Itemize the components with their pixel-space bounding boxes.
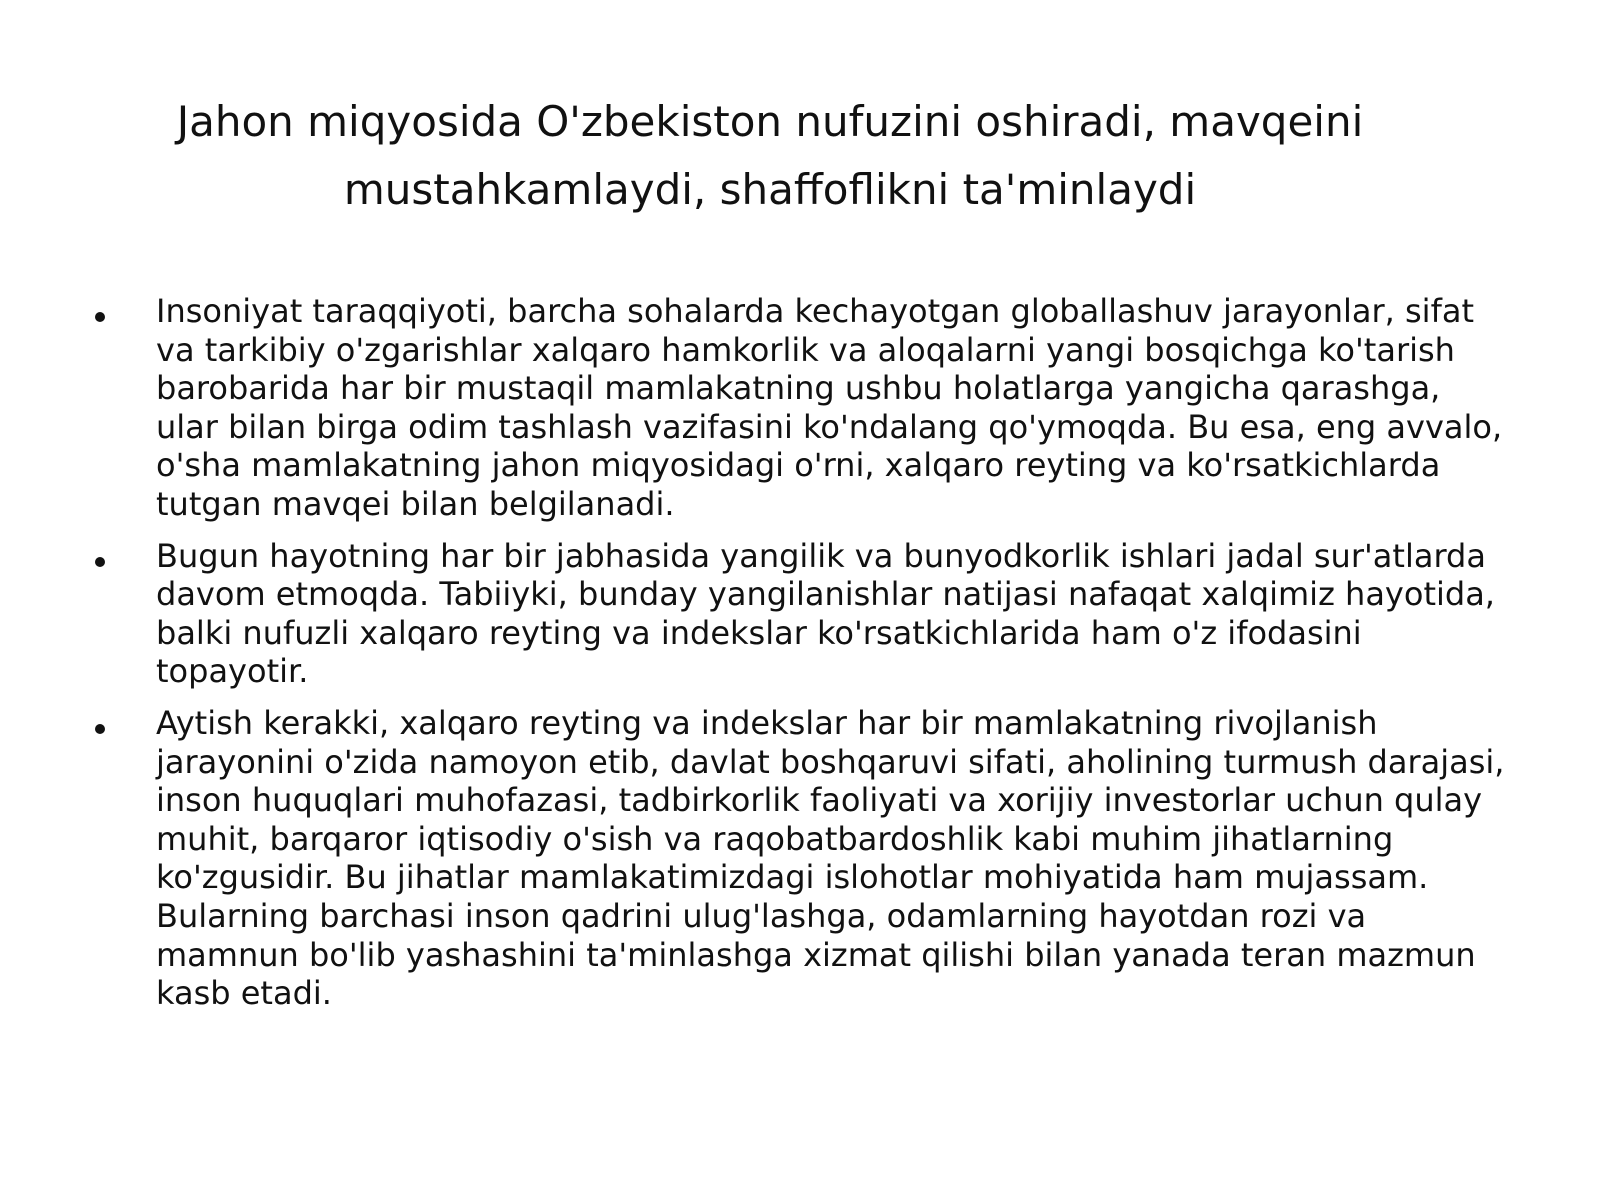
bullet-dot-icon bbox=[95, 724, 105, 734]
slide-title bbox=[150, 88, 1390, 224]
slide-title-line-1: Jahon miqyosida O'zbekiston nufuzini oshiradi, mavqeini bbox=[176, 97, 1364, 146]
slide-title-line-2: mustahkamlaydi, shaffoflikni ta'minlaydi bbox=[343, 165, 1197, 214]
bullet-text: Aytish kerakki, xalqaro reyting va indekslar har bir mamlakatning rivojlanish jarayonini o'zida namoyon etib, davlat boshqaruvi sifati, aholining turmush darajasi, inson huquqlari muhofazasi, tadbirkorlik faoliyati va xorijiy investorlar uchun qulay muhit, barqaror iqtisodiy o'sish va raqobatbardoshlik kabi muhim jihatlarning ko'zgusidir. Bu jihatlar mamlakatimizdagi islohotlar mohiyatida ham mujassam. Bularning barchasi inson qadrini ulug'lashga, odamlarning hayotdan rozi va mamnun bo'lib yashashini ta'minlashga xizmat qilishi bilan yanada teran mazmun kasb etadi. bbox=[156, 703, 1505, 1013]
bullet-text: Insoniyat taraqqiyoti, barcha sohalarda kechayotgan globallashuv jarayonlar, sifat va tarkibiy o'zgarishlar xalqaro hamkorlik va aloqalarni yangi bosqichga ko'tarish barobarida har bir mustaqil mamlakatning ushbu holatlarga yangicha qarashga, ular bilan birga odim tashlash vazifasini ko'ndalang qo'ymoqda. Bu esa, eng avvalo, o'sha mamlakatning jahon miqyosidagi o'rni, xalqaro reyting va ko'rsatkichlarda tutgan mavqei bilan belgilanadi. bbox=[156, 292, 1503, 523]
bullet-list bbox=[90, 292, 1510, 1026]
bullet-item bbox=[90, 537, 1510, 691]
bullet-item bbox=[90, 292, 1510, 524]
bullet-dot-icon bbox=[95, 312, 105, 322]
bullet-text: Bugun hayotning har bir jabhasida yangilik va bunyodkorlik ishlari jadal sur'atlarda davom etmoqda. Tabiiyki, bunday yangilanishlar natijasi nafaqat xalqimiz hayotida, balki nufuzli xalqaro reyting va indekslar ko'rsatkichlarida ham o'z ifodasini topayotir. bbox=[156, 536, 1495, 691]
bullet-item bbox=[90, 704, 1510, 1013]
bullet-dot-icon bbox=[95, 557, 105, 567]
